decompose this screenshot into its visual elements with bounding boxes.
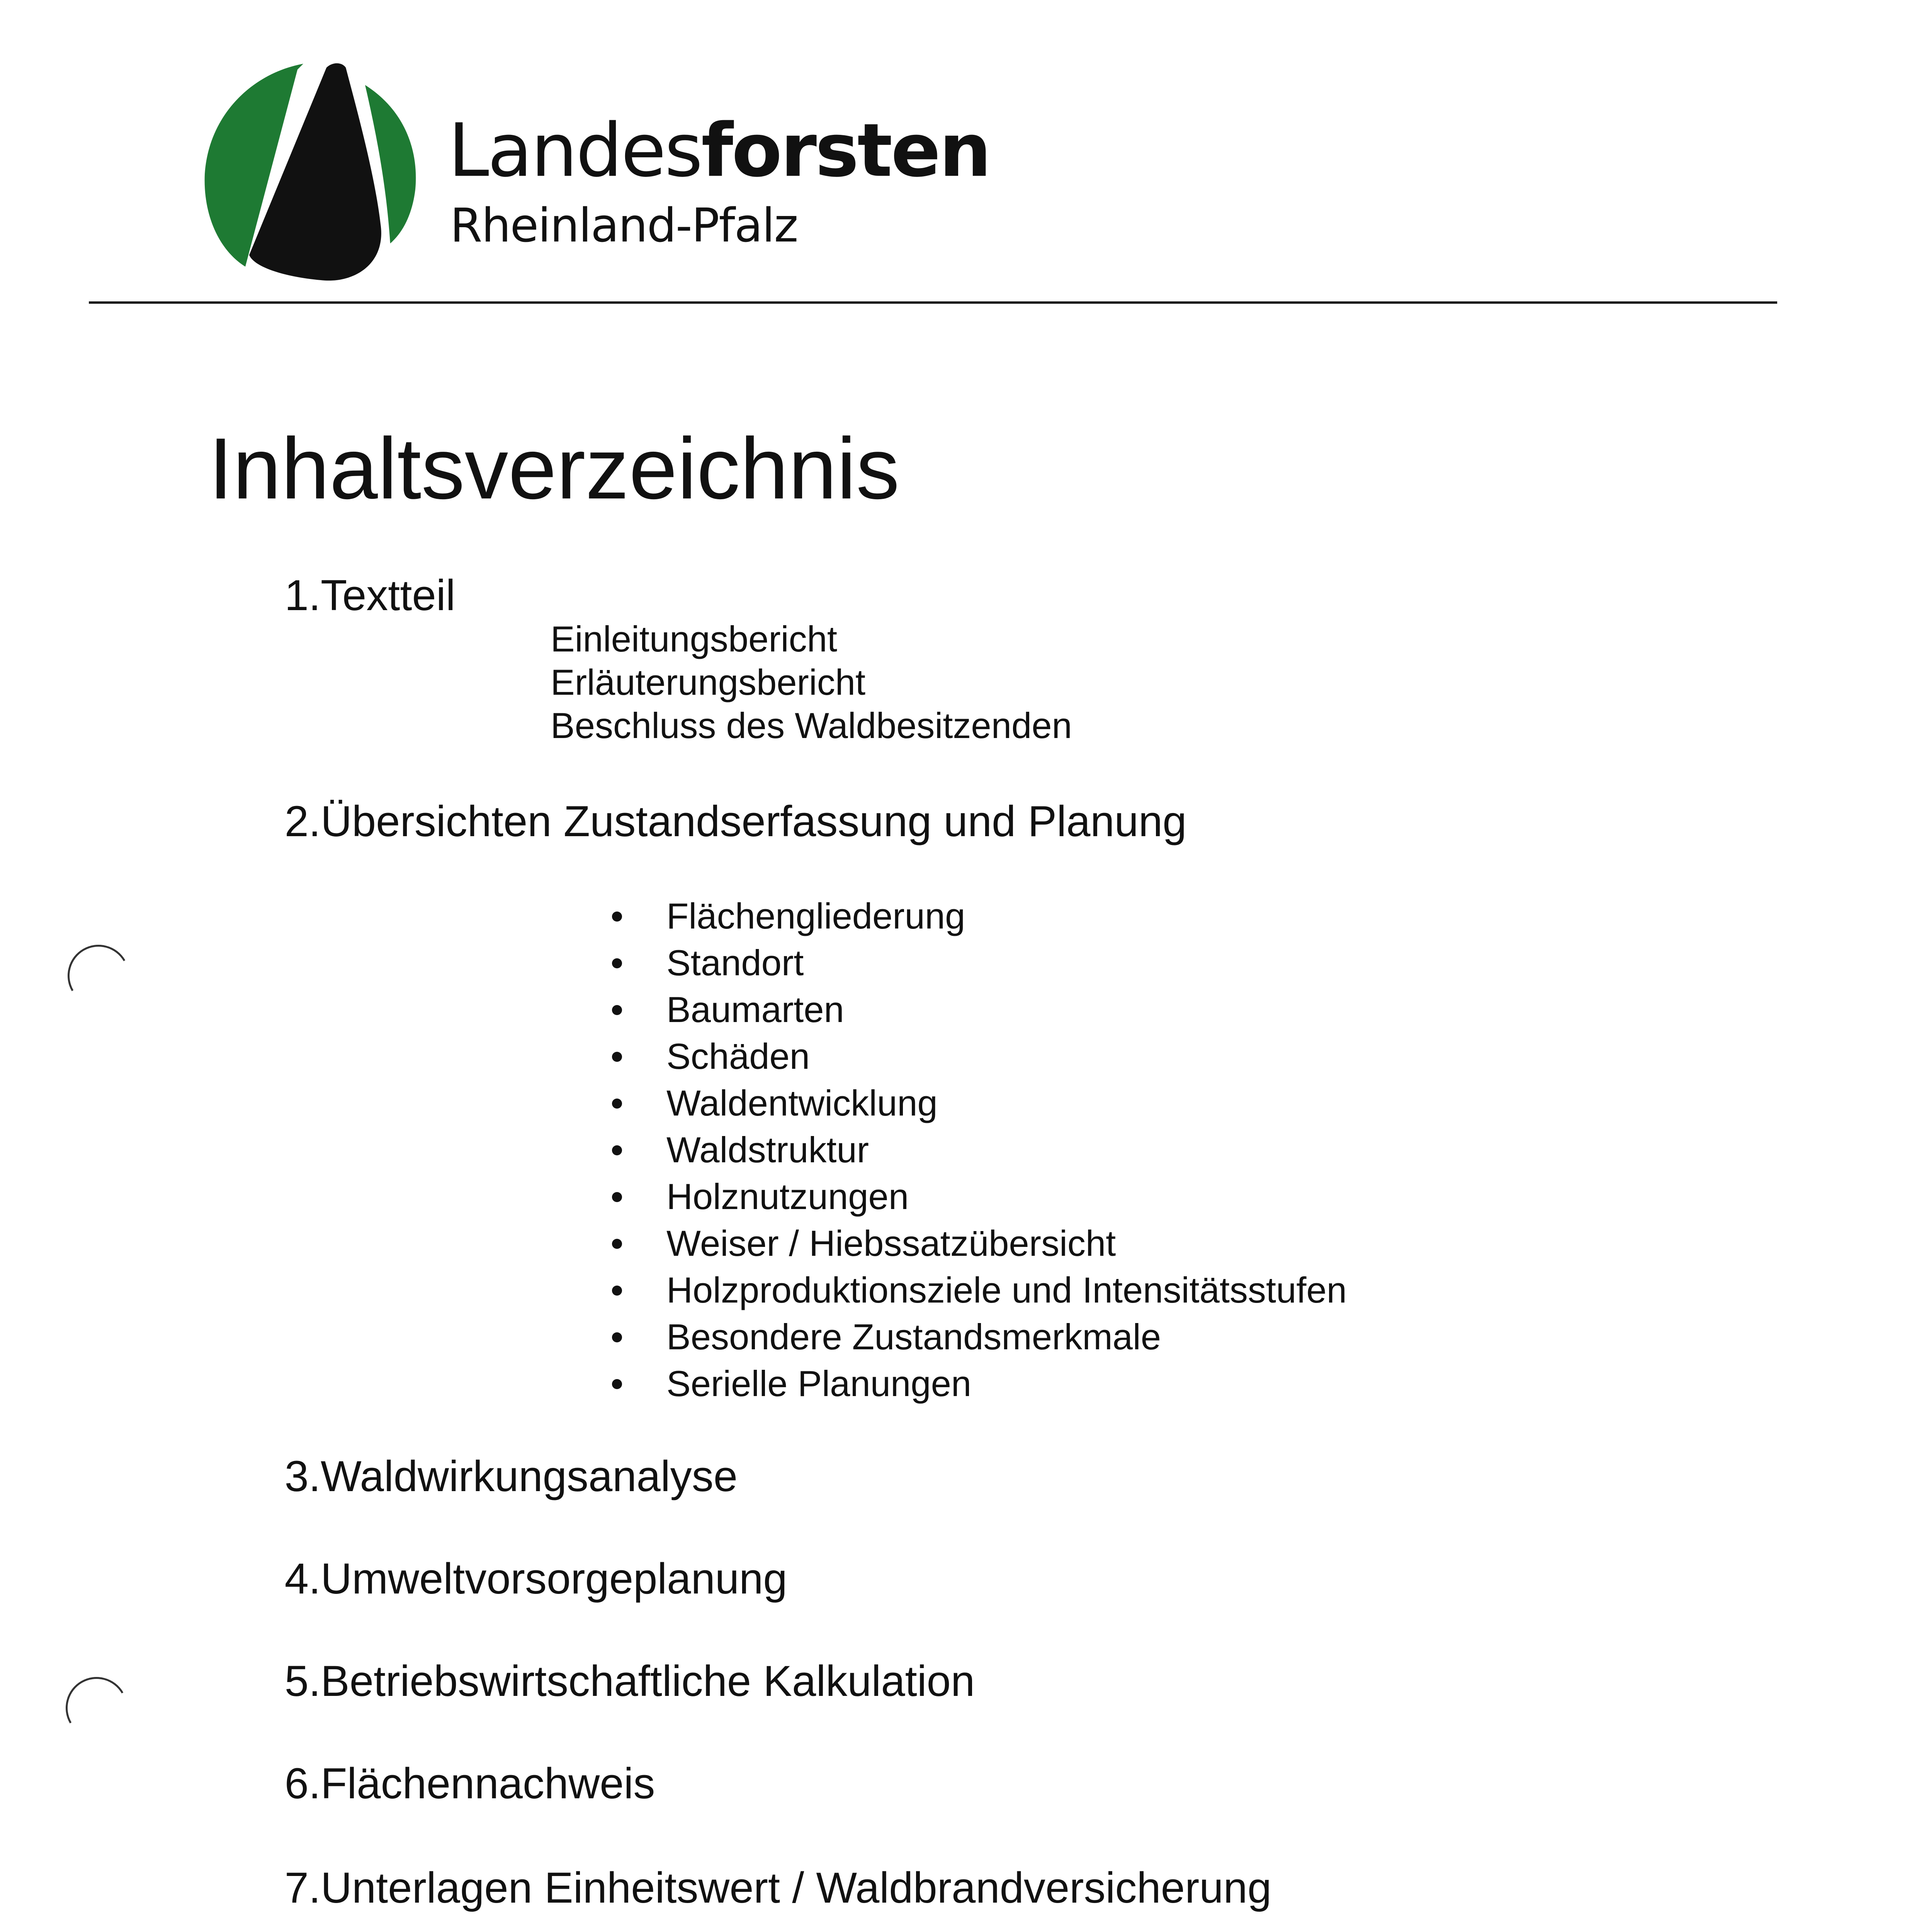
bullet-item bbox=[607, 1080, 1347, 1126]
brand-name-bold: forsten bbox=[701, 108, 990, 193]
bullet-label: Weiser / Hiebssatzübersicht bbox=[666, 1223, 1116, 1264]
bullet-item bbox=[607, 1033, 1347, 1080]
bullet-label: Serielle Planungen bbox=[666, 1363, 972, 1404]
punch-hole-lower bbox=[59, 1670, 134, 1746]
punch-hole-upper bbox=[61, 938, 136, 1014]
section-title: Umweltvorsorgeplanung bbox=[321, 1554, 787, 1603]
brand-region: Rheinland-Pfalz bbox=[450, 199, 798, 253]
bullet-label: Standort bbox=[666, 942, 804, 983]
section-title: Flächennachweis bbox=[321, 1759, 655, 1808]
bullet-label: Schäden bbox=[666, 1036, 810, 1077]
section-title: Betriebswirtschaftliche Kalkulation bbox=[321, 1657, 975, 1705]
bullet-dot bbox=[612, 1099, 622, 1109]
bullet-item bbox=[607, 1126, 1347, 1173]
toc-item: Beschluss des Waldbesitzenden bbox=[551, 705, 1072, 746]
bullet-label: Besondere Zustandsmerkmale bbox=[666, 1316, 1161, 1357]
bullet-label: Waldentwicklung bbox=[666, 1083, 938, 1123]
bullet-dot bbox=[612, 1379, 622, 1389]
bullet-item bbox=[607, 1173, 1347, 1220]
bullet-dot bbox=[612, 1145, 622, 1155]
bullet-dot bbox=[612, 1192, 622, 1202]
bullet-item bbox=[607, 1313, 1347, 1360]
bullet-label: Holznutzungen bbox=[666, 1176, 909, 1217]
bullet-dot bbox=[612, 958, 622, 968]
bullet-dot bbox=[612, 912, 622, 922]
bullet-item bbox=[607, 893, 1347, 939]
bullet-item bbox=[607, 1267, 1347, 1313]
bullet-label: Baumarten bbox=[666, 989, 844, 1030]
bullet-label: Waldstruktur bbox=[666, 1129, 869, 1170]
bullet-label: Flächengliederung bbox=[666, 896, 965, 936]
toc-section-2-list bbox=[607, 893, 1347, 1407]
toc-item: Einleitungsbericht bbox=[551, 619, 837, 659]
section-number: 4. bbox=[284, 1554, 321, 1603]
bullet-label: Holzproduktionsziele und Intensitätsstufen bbox=[666, 1270, 1347, 1310]
header-divider bbox=[89, 301, 1777, 304]
section-title: Unterlagen Einheitswert / Waldbrandversicherung bbox=[321, 1864, 1272, 1912]
landesforsten-logo bbox=[193, 58, 433, 290]
toc-section-1-items bbox=[551, 617, 1072, 747]
section-title: Waldwirkungsanalyse bbox=[321, 1452, 738, 1500]
bullet-item bbox=[607, 939, 1347, 986]
bullet-item bbox=[607, 1220, 1347, 1267]
bullet-dot bbox=[612, 1239, 622, 1249]
section-number: 7. bbox=[284, 1864, 321, 1912]
section-number: 2. bbox=[284, 797, 321, 845]
bullet-dot bbox=[612, 1052, 622, 1062]
bullet-dot bbox=[612, 1332, 622, 1342]
bullet-dot bbox=[612, 1005, 622, 1015]
section-number: 5. bbox=[284, 1657, 321, 1705]
section-title: Übersichten Zustandserfassung und Planung bbox=[321, 797, 1187, 845]
section-title: Textteil bbox=[321, 571, 456, 619]
section-number: 1. bbox=[284, 571, 321, 619]
bullet-item bbox=[607, 1360, 1347, 1407]
section-number: 3. bbox=[284, 1452, 321, 1500]
bullet-dot bbox=[612, 1286, 622, 1296]
bullet-item bbox=[607, 986, 1347, 1033]
brand-name-light: Landes bbox=[448, 108, 702, 193]
toc-item: Erläuterungsbericht bbox=[551, 662, 866, 702]
brand-name bbox=[448, 108, 990, 193]
section-number: 6. bbox=[284, 1759, 321, 1808]
page-title: Inhaltsverzeichnis bbox=[209, 420, 900, 517]
